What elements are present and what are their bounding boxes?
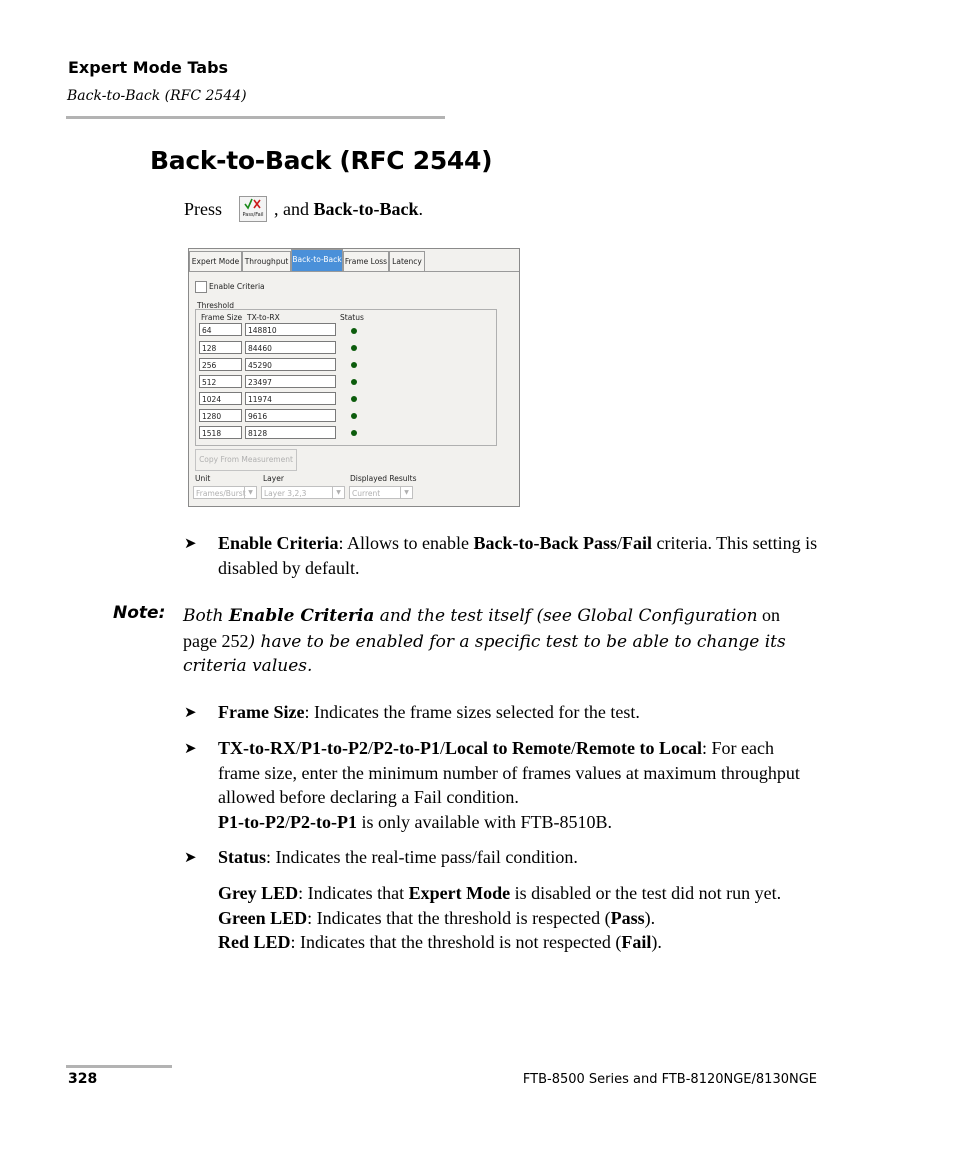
frame-size-field[interactable]: 128: [199, 341, 242, 354]
product-name: FTB-8500 Series and FTB-8120NGE/8130NGE: [522, 1072, 817, 1087]
status-led: [351, 413, 357, 419]
enable-criteria-checkbox[interactable]: [195, 281, 207, 293]
note-text: Both Enable Criteria and the test itself (see Global Configuration on page 252) have to be enabled for a specific test to be able to change its criteria values.: [183, 605, 786, 676]
press-target: Back-to-Back: [313, 198, 419, 219]
status-led: [351, 345, 357, 351]
col-frame-size: Frame Size: [201, 313, 243, 322]
running-header-subtitle: Back-to-Back (RFC 2544): [67, 88, 247, 104]
tab-throughput[interactable]: Throughput: [242, 251, 291, 271]
layer-label: Layer: [263, 474, 284, 483]
tab-latency[interactable]: Latency: [389, 251, 425, 271]
bullet-arrow-icon: ➤: [184, 536, 197, 552]
footer-rule: [66, 1065, 172, 1068]
tx-to-rx-field[interactable]: 23497: [245, 375, 336, 388]
unit-value: Frames/Burst: [196, 489, 246, 498]
unit-label: Unit: [195, 474, 211, 483]
tx-to-rx-field[interactable]: 9616: [245, 409, 336, 422]
tab-expert-mode[interactable]: Expert Mode: [189, 251, 242, 271]
status-led: [351, 396, 357, 402]
back-to-back-panel: [188, 248, 520, 507]
page-number: 328: [68, 1071, 98, 1087]
displayed-results-value: Current: [352, 489, 381, 498]
status-led: [351, 430, 357, 436]
note-label: Note:: [113, 603, 166, 623]
tx-to-rx-field[interactable]: 8128: [245, 426, 336, 439]
bullet-arrow-icon: ➤: [184, 741, 197, 757]
tx-to-rx-field[interactable]: 148810: [245, 323, 336, 336]
svg-text:Pass/Fail: Pass/Fail: [242, 212, 264, 218]
frame-size-field[interactable]: 1024: [199, 392, 242, 405]
frame-size-field[interactable]: 1280: [199, 409, 242, 422]
enable-criteria-description: Enable Criteria: Allows to enable Back-to-Back Pass/Fail criteria. This setting is disabled by default.: [218, 533, 818, 578]
status-led: [351, 379, 357, 385]
chevron-down-icon: ▼: [400, 487, 412, 498]
copy-from-measurement-button[interactable]: Copy From Measurement: [195, 449, 297, 471]
press-end: .: [418, 198, 424, 219]
page-title: Back-to-Back (RFC 2544): [150, 146, 493, 175]
frame-size-field[interactable]: 1518: [199, 426, 242, 439]
running-header-title: Expert Mode Tabs: [68, 58, 229, 77]
frame-size-field[interactable]: 64: [199, 323, 242, 336]
bullet-arrow-icon: ➤: [184, 850, 197, 866]
tx-to-rx-field[interactable]: 84460: [245, 341, 336, 354]
header-rule: [66, 116, 445, 119]
layer-value: Layer 3,2,3: [264, 489, 307, 498]
status-description: Status: Indicates the real-time pass/fail condition.: [218, 847, 578, 867]
status-led: [351, 328, 357, 334]
frame-size-description: Frame Size: Indicates the frame sizes selected for the test.: [218, 702, 640, 722]
layer-select[interactable]: [261, 486, 345, 499]
tx-to-rx-description: TX-to-RX/P1-to-P2/P2-to-P1/Local to Remote/Remote to Local: For each frame size, enter the minimum number of frames values at maximum throughput allowed before declaring a Fail condition. P1-to-P2/P2-to-P1 is only available with FTB-8510B.: [218, 738, 800, 832]
status-led: [351, 362, 357, 368]
unit-select[interactable]: [193, 486, 257, 499]
pass-fail-icon: [239, 196, 267, 222]
bullet-arrow-icon: ➤: [184, 705, 197, 721]
col-tx-to-rx: TX-to-RX: [247, 313, 280, 322]
tx-to-rx-field[interactable]: 45290: [245, 358, 336, 371]
tab-divider: [189, 271, 519, 272]
displayed-results-label: Displayed Results: [350, 474, 417, 483]
press-middle: , and: [274, 198, 310, 219]
enable-criteria-label: Enable Criteria: [209, 282, 265, 291]
chevron-down-icon: ▼: [332, 487, 344, 498]
displayed-results-select[interactable]: [349, 486, 413, 499]
threshold-label: Threshold: [197, 301, 234, 310]
press-instruction: [184, 196, 423, 222]
frame-size-field[interactable]: 512: [199, 375, 242, 388]
tab-frame-loss[interactable]: Frame Loss: [343, 251, 389, 271]
led-descriptions: Grey LED: Indicates that Expert Mode is disabled or the test did not run yet. Green LED: Indicates that the threshold is respected (Pass). Red LED: Indicates that the threshold is not respected (Fail).: [218, 883, 782, 952]
tx-to-rx-field[interactable]: 11974: [245, 392, 336, 405]
frame-size-field[interactable]: 256: [199, 358, 242, 371]
press-prefix: Press: [184, 198, 223, 219]
tab-back-to-back[interactable]: Back-to-Back: [291, 249, 343, 272]
col-status: Status: [340, 313, 364, 322]
chevron-down-icon: ▼: [244, 487, 256, 498]
